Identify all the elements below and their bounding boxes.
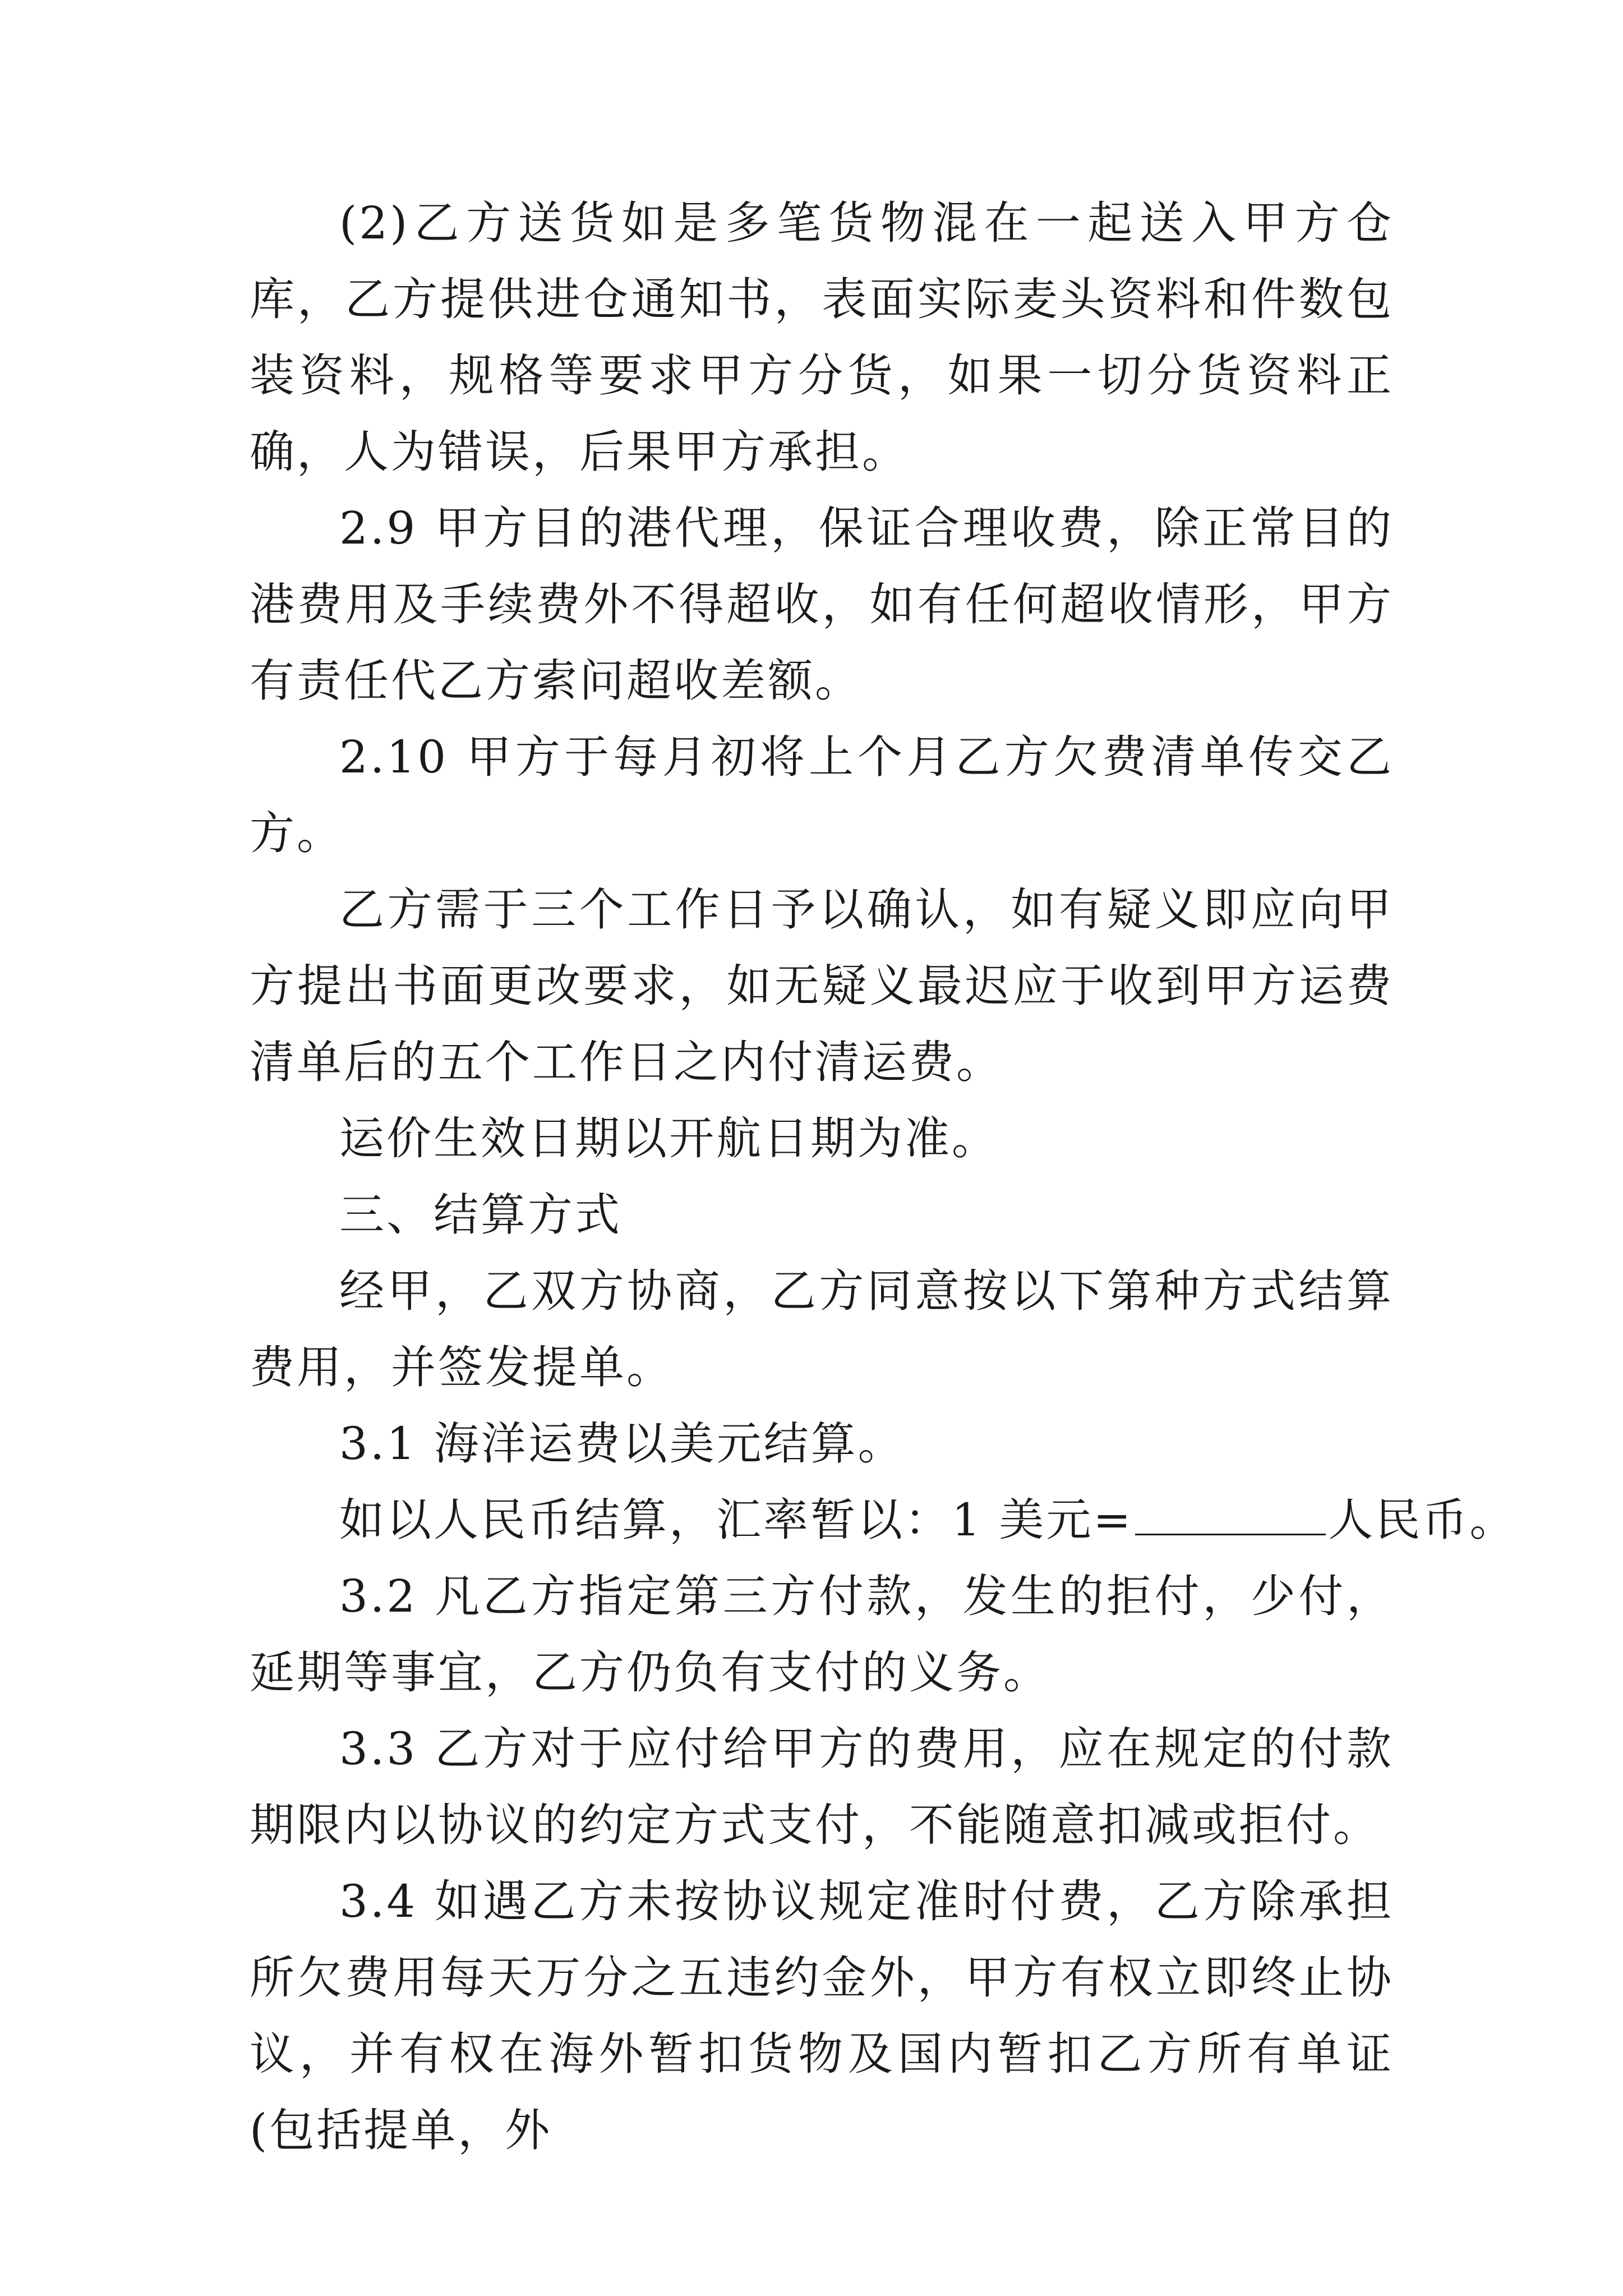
paragraph-3-1: 3.1 海洋运费以美元结算。 [339, 1418, 905, 1470]
paragraph-effective-date: 运价生效日期以开航日期为准。 [339, 1112, 999, 1165]
paragraph-exchange-rate [250, 1482, 1517, 1558]
paragraph-settlement-agreement: 经甲，乙双方协商，乙方同意按以下第种方式结算费用，并签发提单。 [250, 1265, 1394, 1393]
section-heading-settlement: 三、结算方式 [339, 1189, 622, 1241]
document-body [250, 185, 1517, 2169]
paragraph-3-4: 3.4 如遇乙方未按协议规定准时付费，乙方除承担所欠费用每天万分之五违约金外，甲方有权立即终止协议，并有权在海外暂扣货物及国内暂扣乙方所有单证(包括提单，外 [250, 1875, 1394, 2156]
paragraph-3-2: 3.2 凡乙方指定第三方付款，发生的拒付，少付，延期等事宜，乙方仍负有支付的义务。 [250, 1570, 1394, 1699]
paragraph-2-8-2: (2)乙方送货如是多笔货物混在一起送入甲方仓库，乙方提供进仓通知书，表面实际麦头资料和件数包装资料，规格等要求甲方分货，如果一切分货资料正确，人为错误，后果甲方承担。 [250, 197, 1394, 478]
exchange-rate-blank [1135, 1494, 1326, 1535]
paragraph-confirmation: 乙方需于三个工作日予以确认，如有疑义即应向甲方提出书面更改要求，如无疑义最迟应于收到甲方运费清单后的五个工作日之内付清运费。 [250, 884, 1394, 1088]
paragraph-2-10: 2.10 甲方于每月初将上个月乙方欠费清单传交乙方。 [250, 731, 1394, 859]
exchange-rate-text-after: 人民币。 [1328, 1494, 1517, 1546]
paragraph-2-9: 2.9 甲方目的港代理，保证合理收费，除正常目的港费用及手续费外不得超收，如有任何超收情形，甲方有责任代乙方索问超收差额。 [250, 502, 1394, 707]
exchange-rate-text-before: 如以人民币结算，汇率暂以：1 美元= [339, 1494, 1133, 1546]
paragraph-3-3: 3.3 乙方对于应付给甲方的费用，应在规定的付款期限内以协议的约定方式支付，不能随意扣减或拒付。 [250, 1723, 1394, 1851]
